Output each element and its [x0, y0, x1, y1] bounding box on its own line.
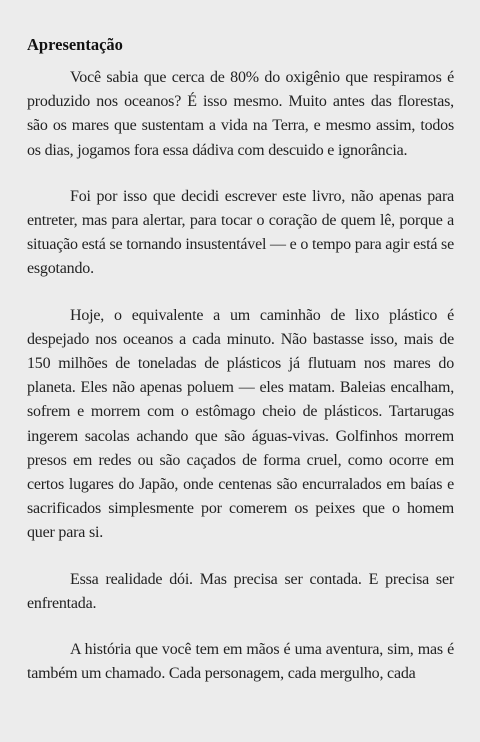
document-page — [27, 34, 454, 708]
paragraph-call-to-action: A história que você tem em mãos é uma aventura, sim, mas é também um chamado. Cada personagem, cada mergulho, cada — [27, 641, 454, 683]
paragraph-motivation: Foi por isso que decidi escrever este livro, não apenas para entreter, mas para alertar, para tocar o coração de quem lê, porque a situação está se tornando insustentável — e o tempo para agir está se esgotando. — [27, 187, 454, 278]
paragraph-plastic-facts: Hoje, o equivalente a um caminhão de lixo plástico é despejado nos oceanos a cada minuto. Não bastasse isso, mais de 150 milhões de toneladas de plásticos já flutuam nos mares do planeta. Eles não apenas poluem — eles matam. Baleias encalham, sofrem e morrem com o estômago cheio de plásticos. Tartarugas ingerem sacolas achando que são águas-vivas. Golfinhos morrem presos em redes ou são caçados de forma cruel, como ocorre em certos lugares do Japão, onde centenas são encurralados em baías e sacrificados simplesmente por comerem os peixes que o homem quer para si. — [27, 306, 454, 542]
section-title: Apresentação — [27, 35, 123, 54]
paragraph-oxygen: Você sabia que cerca de 80% do oxigênio que respiramos é produzido nos oceanos? É isso mesmo. Muito antes das florestas, são os mares que sustentam a vida na Terra, e mesmo assim, todos os dias, jogamos fora essa dádiva com descuido e ignorância. — [27, 69, 454, 159]
paragraph-reality: Essa realidade dói. Mas precisa ser contada. E precisa ser enfrentada. — [27, 570, 454, 612]
